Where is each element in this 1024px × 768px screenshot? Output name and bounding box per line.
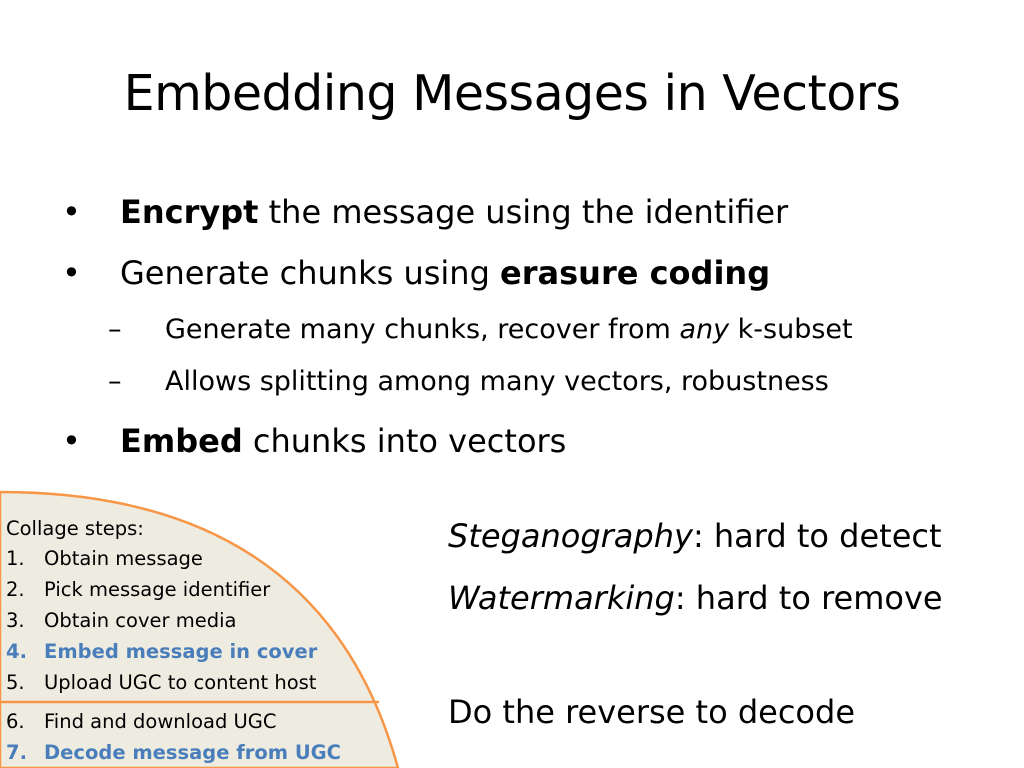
bullet-mark: • — [62, 422, 81, 460]
collage-step — [6, 706, 277, 737]
step-label: Pick message identifier — [44, 578, 271, 601]
step-label: Upload UGC to content host — [44, 671, 317, 694]
note-term: Steganography — [448, 517, 693, 555]
bullet-bold: Embed — [120, 422, 243, 460]
bullet-rest: Generate chunks using — [120, 254, 501, 292]
bullet-mark: • — [62, 193, 81, 231]
sub-bullet-text — [165, 313, 853, 347]
note-rest: : hard to detect — [692, 517, 942, 555]
collage-step-highlight — [6, 737, 341, 768]
collage-step-highlight — [6, 636, 317, 667]
sub-bullet-mark: – — [108, 366, 122, 397]
sub-bullet-rest: Generate many chunks, recover from — [165, 314, 680, 345]
bullet-text — [120, 192, 788, 232]
note-term: Watermarking — [448, 579, 675, 617]
step-number: 7. — [6, 741, 27, 764]
sub-bullet-italic: any — [679, 314, 730, 345]
note-steganography — [448, 516, 942, 556]
collage-step — [6, 667, 316, 698]
collage-step — [6, 543, 203, 574]
bullet-text — [120, 253, 770, 293]
step-label: Find and download UGC — [44, 710, 277, 733]
note-watermarking — [448, 578, 943, 618]
step-number: 2. — [6, 578, 25, 601]
bullet-bold: Encrypt — [120, 193, 259, 231]
bullet-rest: the message using the identifier — [258, 193, 789, 231]
step-label: Embed message in cover — [44, 640, 318, 663]
step-number: 3. — [6, 609, 25, 632]
collage-heading: Collage steps: — [6, 517, 144, 540]
bullet-text — [120, 421, 566, 461]
slide-title: Embedding Messages in Vectors — [123, 65, 901, 122]
step-label: Obtain message — [44, 547, 203, 570]
sub-bullet-text: Allows splitting among many vectors, robustness — [165, 366, 829, 397]
collage-step — [6, 574, 270, 605]
sub-bullet-tail: k-subset — [729, 314, 853, 345]
step-number: 6. — [6, 710, 25, 733]
step-label: Obtain cover media — [44, 609, 237, 632]
bullet-bold: erasure coding — [500, 254, 771, 292]
note-decode: Do the reverse to decode — [448, 693, 855, 731]
step-label: Decode message from UGC — [44, 741, 341, 764]
collage-step — [6, 605, 236, 636]
step-number: 5. — [6, 671, 25, 694]
step-number: 4. — [6, 640, 27, 663]
bullet-rest: chunks into vectors — [242, 422, 567, 460]
sub-bullet-mark: – — [108, 314, 122, 345]
bullet-mark: • — [62, 254, 81, 292]
step-number: 1. — [6, 547, 25, 570]
note-rest: : hard to remove — [674, 579, 943, 617]
